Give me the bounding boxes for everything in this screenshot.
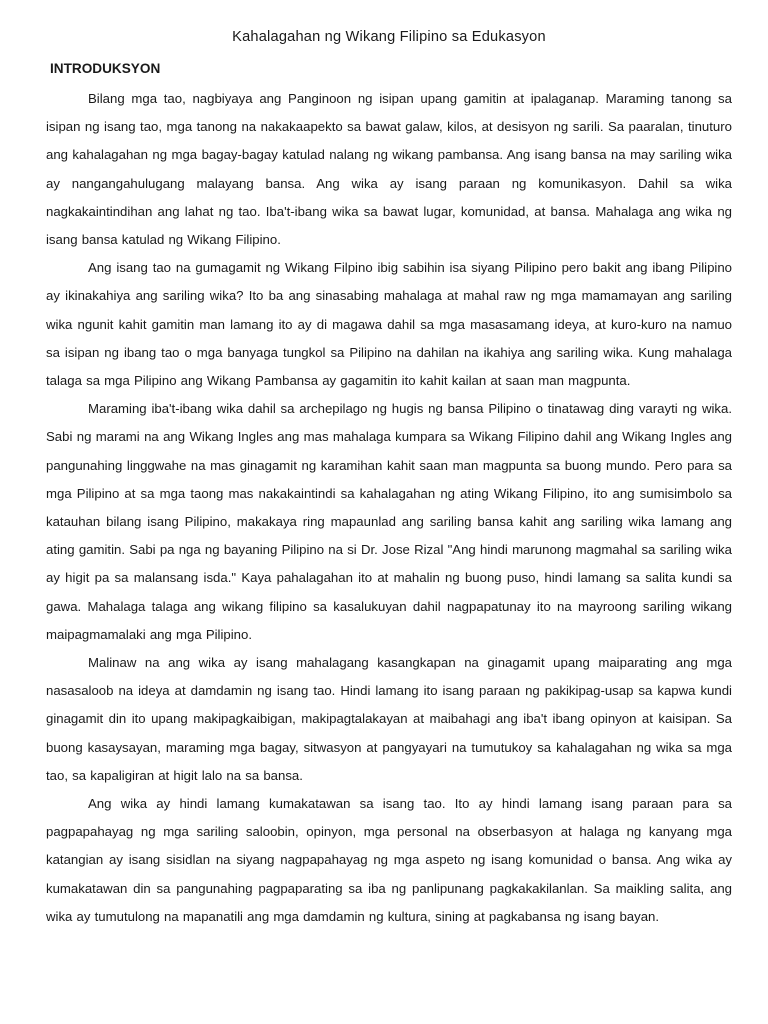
document-title: Kahalagahan ng Wikang Filipino sa Edukasyon — [232, 29, 546, 45]
paragraph-3: Maraming iba't-ibang wika dahil sa archepilago ng hugis ng bansa Pilipino o tinatawag ding varayti ng wika. Sabi ng marami na ang Wikang Ingles ang mas mahalaga kumpara sa Wikang Filipino dahil ang Wikang Ingles ang pangunahing linggwahe na mas ginagamit ng karamihan kahit saan man magpunta sa buong mundo. Pero para sa mga Pilipino at sa mga taong mas nakakaintindi sa kahalagahan ng ating Wikang Filipino, ito ang sumisimbolo sa katauhan bilang isang Pilipino, makakaya ring mapaunlad ang sariling bansa kahit ang sariling wika lamang ang ating gamitin. Sabi pa nga ng bayaning Pilipino na si Dr. Jose Rizal "Ang hindi marunong magmahal sa sariling wika ay higit pa sa malansang isda." Kaya pahalagahan ito at mahalin ng buong puso, hindi lamang sa salita kundi sa gawa. Mahalaga talaga ang wikang filipino sa kasalukuyan dahil nagpapatunay ito na mayroong sariling wikang maipagmamalaki ang mga Pilipino. — [46, 401, 732, 642]
body-text — [46, 85, 732, 931]
section-heading: INTRODUKSYON — [50, 61, 161, 76]
paragraph-2: Ang isang tao na gumagamit ng Wikang Filpino ibig sabihin isa siyang Pilipino pero bakit ang ibang Pilipino ay ikinakahiya ang sariling wika? Ito ba ang sinasabing mahalaga at mahal raw ng mga mamamayan ang sariling wika ngunit kahit gamitin man lamang ito ay di magawa dahil sa mga masasamang ideya, at kuro-kuro na namuo sa isipan ng ibang tao o mga banyaga tungkol sa Pilipino na dahilan na ikahiya ang sariling wika. Kung mahalaga talaga sa mga Pilipino ang Wikang Pambansa ay gagamitin ito kahit kailan at saan man magpunta. — [46, 260, 732, 389]
paragraph-4: Malinaw na ang wika ay isang mahalagang kasangkapan na ginagamit upang maiparating ang mga nasasaloob na ideya at damdamin ng isang tao. Hindi lamang ito isang paraan ng pakikipag-usap sa kapwa kundi ginagamit din ito upang makipagkaibigan, makipagtalakayan at maibahagi ang iba't ibang opinyon at kaisipan. Sa buong kasaysayan, maraming mga bagay, sitwasyon at pangyayari na tumutukoy sa kahalagahan ng wika sa mga tao, sa kapaligiran at higit lalo na sa bansa. — [46, 655, 732, 783]
paragraph-1: Bilang mga tao, nagbiyaya ang Panginoon ng isipan upang gamitin at ipalaganap. Maraming tanong sa isipan ng isang tao, mga tanong na nakakaapekto sa bawat galaw, kilos, at desisyon ng sarili. Sa paaralan, tinuturo ang kahalagahan ng mga bagay-bagay katulad nalang ng wikang pambansa. Ang isang bansa na may sariling wika ay nangangahulugang malayang bansa. Ang wika ay isang paraan ng komunikasyon. Dahil sa wika nagkakaintindihan ang lahat ng tao. Iba't-ibang wika sa bawat lugar, komunidad, at bansa. Mahalaga ang wika ng isang bansa katulad ng Wikang Filipino. — [46, 91, 732, 248]
paragraph-5: Ang wika ay hindi lamang kumakatawan sa isang tao. Ito ay hindi lamang isang paraan para sa pagpapahayag ng mga sariling saloobin, opinyon, mga personal na obserbasyon at halaga ng kanyang mga katangian ay isang sisidlan na siyang nagpapahayag ng mga aspeto ng isang komunidad o bansa. Ang wika ay kumakatawan din sa pangunahing pagpaparating sa iba ng panlipunang pagkakakilanlan. Sa maikling salita, ang wika ay tumutulong na mapanatili ang mga damdamin ng kultura, sining at pagkabansa ng isang bayan. — [46, 796, 732, 924]
